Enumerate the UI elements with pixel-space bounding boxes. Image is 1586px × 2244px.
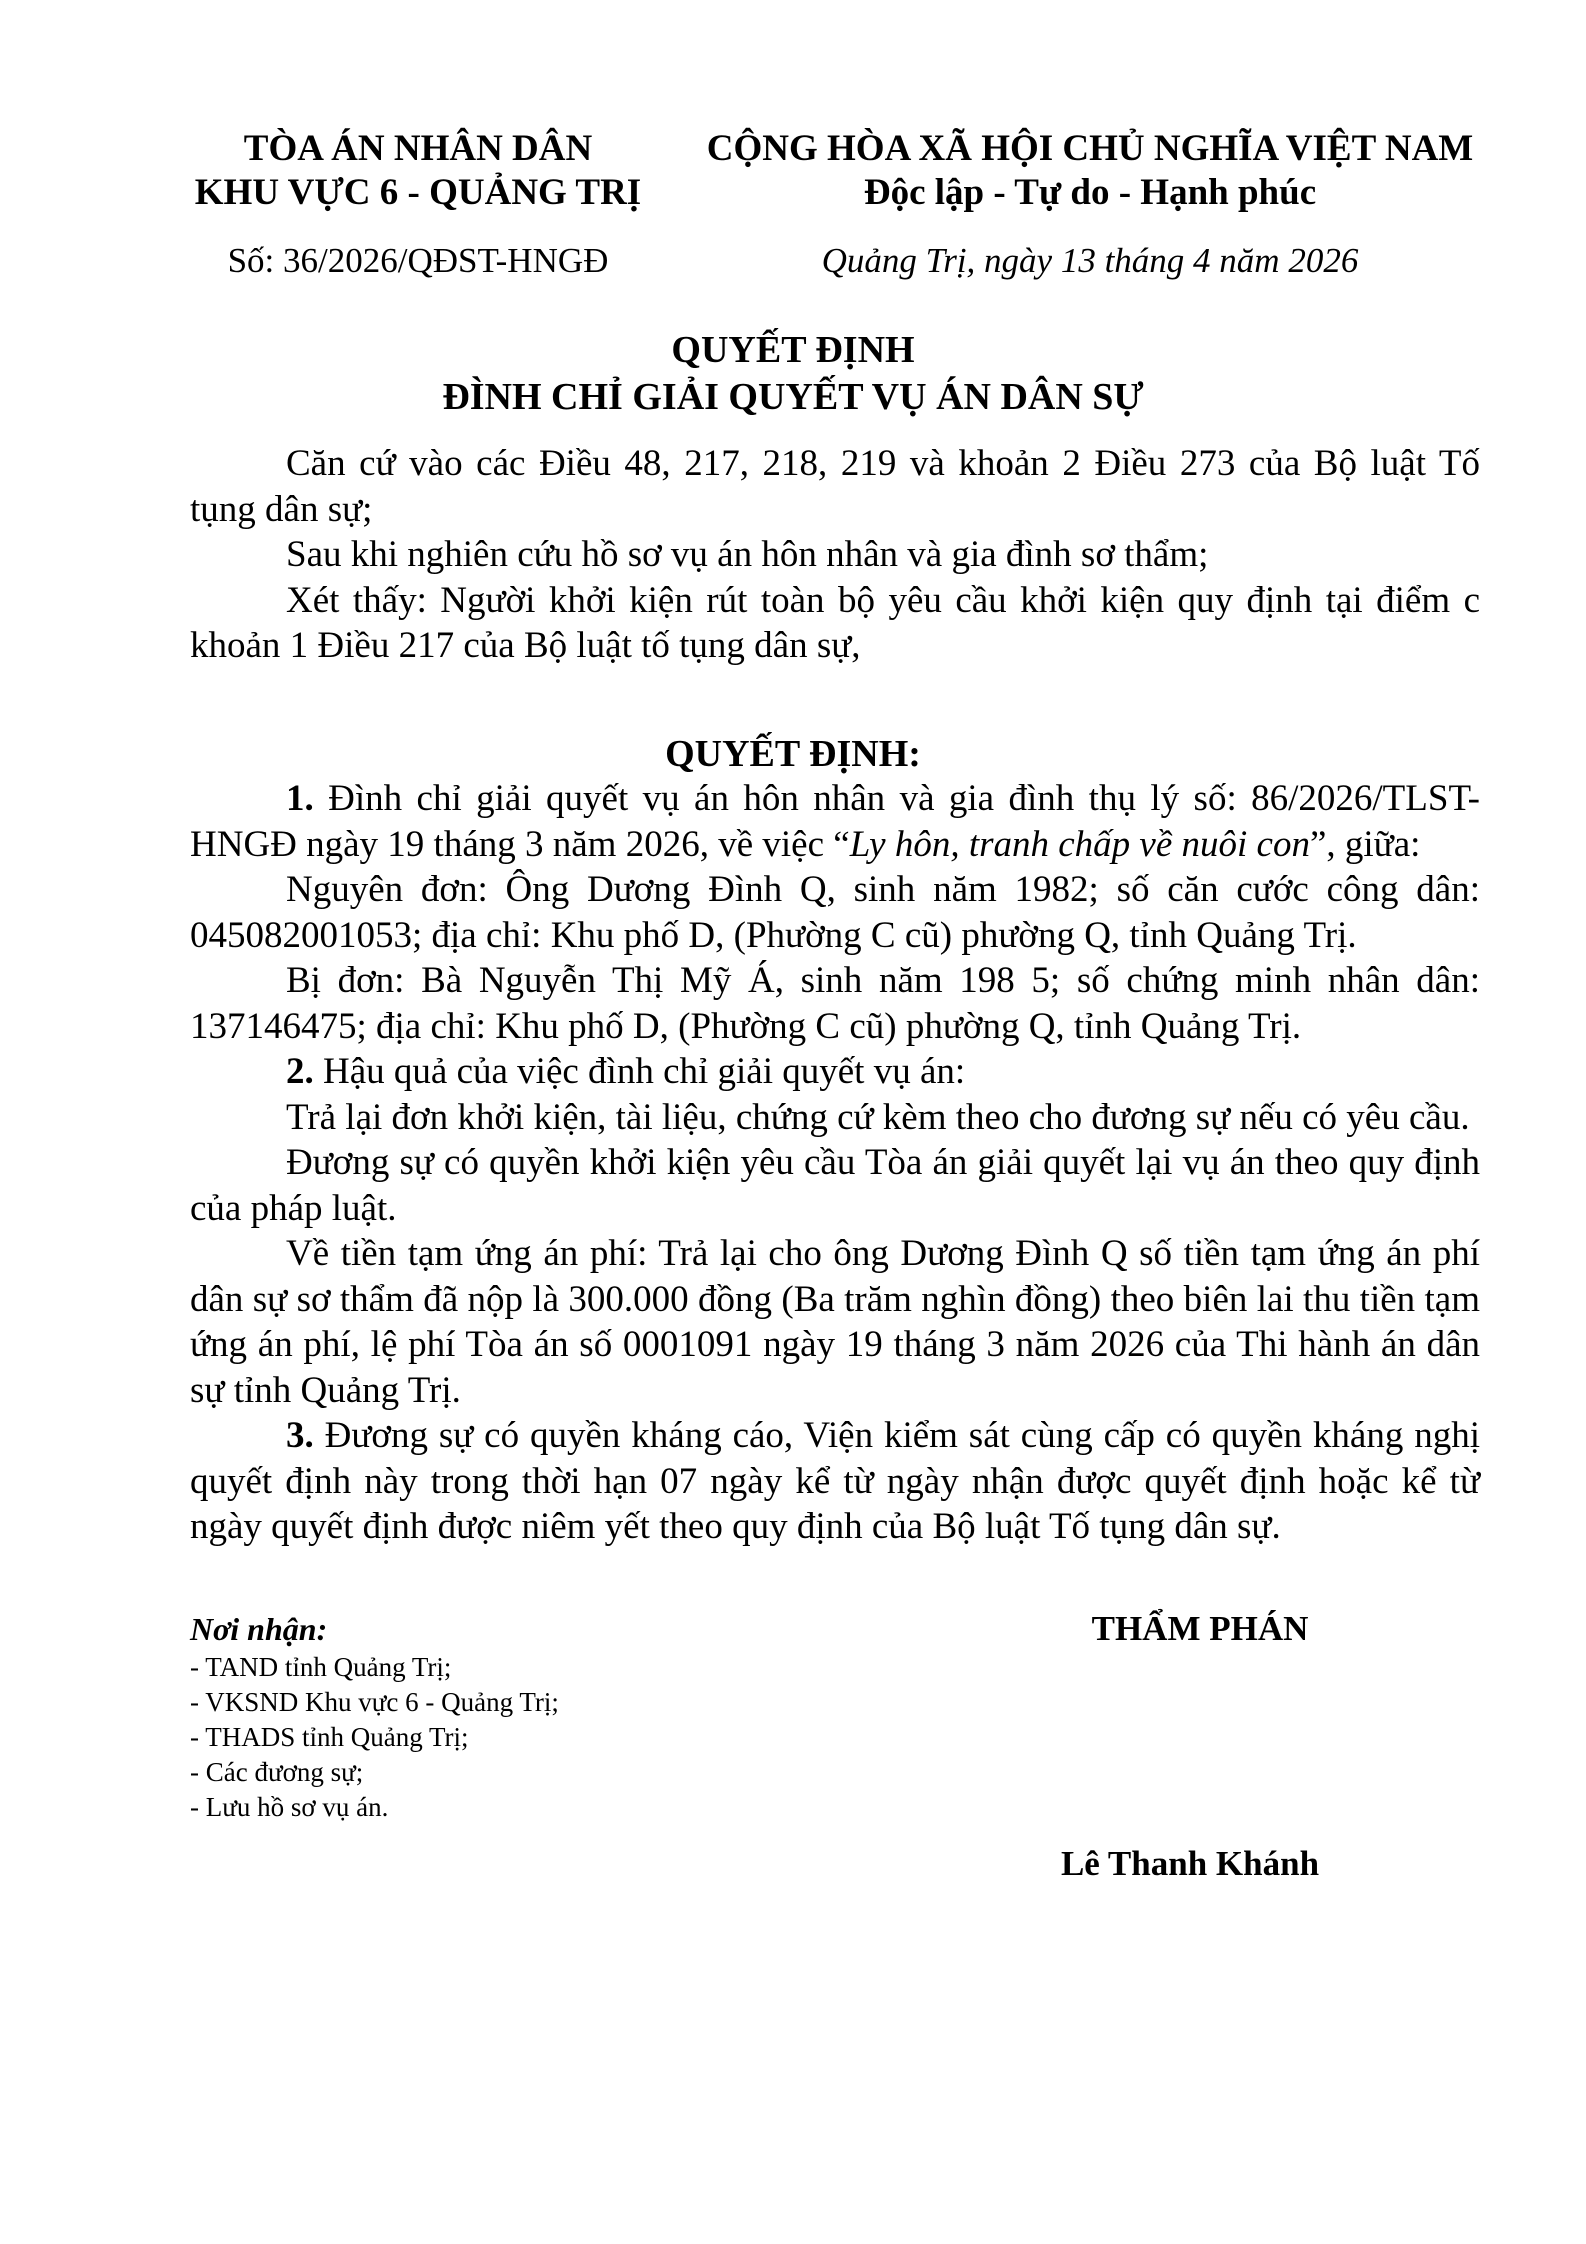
preamble-review: Sau khi nghiên cứu hồ sơ vụ án hôn nhân và gia đình sơ thẩm; — [286, 534, 1209, 575]
decision-heading: QUYẾT ĐỊNH: — [665, 733, 921, 775]
document-subtitle: ĐÌNH CHỈ GIẢI QUYẾT VỤ ÁN DÂN SỰ — [442, 376, 1144, 418]
decision-item-3 — [190, 1413, 1480, 1550]
preamble-finding: Xét thấy: Người khởi kiện rút toàn bộ yêu cầu khởi kiện quy định tại điểm c khoản 1 Điều 217 của Bộ luật tố tụng dân sự, — [190, 579, 1480, 666]
item-2-text: Hậu quả của việc đình chỉ giải quyết vụ án: — [313, 1051, 966, 1092]
decision-body — [190, 776, 1480, 1550]
court-header — [178, 127, 658, 283]
item-2-court-fee: Về tiền tạm ứng án phí: Trả lại cho ông Dương Đình Q số tiền tạm ứng án phí dân sự sơ thẩm đã nộp là 300.000 đồng (Ba trăm nghìn đồng) theo biên lai thu tiền tạm ứng án phí, lệ phí Tòa án số 0001091 ngày 19 tháng 3 năm 2026 của Thi hành án dân sự tỉnh Quảng Trị. — [190, 1233, 1480, 1411]
item-2-number: 2. — [286, 1051, 314, 1092]
defendant-info: Bị đơn: Bà Nguyễn Thị Mỹ Á, sinh năm 198 5; số chứng minh nhân dân: 137146475; địa chỉ: Khu phố D, (Phường C cũ) phường Q, tỉnh Quảng Trị. — [190, 960, 1480, 1047]
recipient-item: - TAND tỉnh Quảng Trị; — [190, 1652, 452, 1682]
case-subject: Ly hôn, tranh chấp về nuôi con — [849, 823, 1310, 865]
preamble — [190, 441, 1480, 669]
document-number: Số: 36/2026/QĐST-HNGĐ — [227, 241, 609, 280]
item-1-number: 1. — [286, 778, 314, 819]
judge-title: THẨM PHÁN — [1091, 1609, 1309, 1648]
document-title: QUYẾT ĐỊNH — [671, 329, 915, 371]
plaintiff-info: Nguyên đơn: Ông Dương Đình Q, sinh năm 1982; số căn cước công dân: 045082001053; địa chỉ: Khu phố D, (Phường C cũ) phường Q, tỉnh Quảng Trị. — [190, 869, 1480, 956]
decision-item-1 — [190, 776, 1480, 867]
preamble-legal-basis: Căn cứ vào các Điều 48, 217, 218, 219 và khoản 2 Điều 273 của Bộ luật Tố tụng dân sự; — [190, 443, 1480, 530]
recipient-item: - THADS tỉnh Quảng Trị; — [190, 1722, 469, 1752]
item-1-text-a: Đình chỉ giải quyết vụ án hôn nhân và gia đình thụ lý số: 86/2026/TLST-HNGĐ ngày 19 tháng 3 năm 2026, về việc “ — [190, 778, 1480, 865]
judge-name: Lê Thanh Khánh — [1060, 1844, 1320, 1883]
recipient-item: - Lưu hồ sơ vụ án. — [190, 1792, 389, 1822]
item-1-text-b: ”, giữa: — [1309, 823, 1421, 865]
item-3-number: 3. — [286, 1415, 314, 1456]
court-region: KHU VỰC 6 - QUẢNG TRỊ — [194, 172, 642, 213]
recipient-item: - VKSND Khu vực 6 - Quảng Trị; — [190, 1687, 559, 1717]
national-header — [690, 127, 1490, 283]
recipients-title: Nơi nhận: — [190, 1611, 328, 1647]
national-title: CỘNG HÒA XÃ HỘI CHỦ NGHĨA VIỆT NAM — [706, 128, 1474, 169]
item-3-text: Đương sự có quyền kháng cáo, Viện kiểm sát cùng cấp có quyền kháng nghị quyết định này trong thời hạn 07 ngày kể từ ngày nhận được quyết định hoặc kể từ ngày quyết định được niêm yết theo quy định của Bộ luật Tố tụng dân sự. — [190, 1415, 1480, 1547]
item-2-return-documents: Trả lại đơn khởi kiện, tài liệu, chứng cứ kèm theo cho đương sự nếu có yêu cầu. — [286, 1096, 1470, 1138]
court-name: TÒA ÁN NHÂN DÂN — [243, 128, 593, 169]
recipient-item: - Các đương sự; — [190, 1757, 364, 1787]
item-2-right-to-sue: Đương sự có quyền khởi kiện yêu cầu Tòa án giải quyết lại vụ án theo quy định của pháp luật. — [190, 1142, 1480, 1229]
place-and-date: Quảng Trị, ngày 13 tháng 4 năm 2026 — [821, 241, 1359, 280]
decision-item-2 — [190, 1049, 1480, 1095]
recipients-block — [190, 1608, 810, 1825]
national-motto: Độc lập - Tự do - Hạnh phúc — [863, 172, 1317, 213]
